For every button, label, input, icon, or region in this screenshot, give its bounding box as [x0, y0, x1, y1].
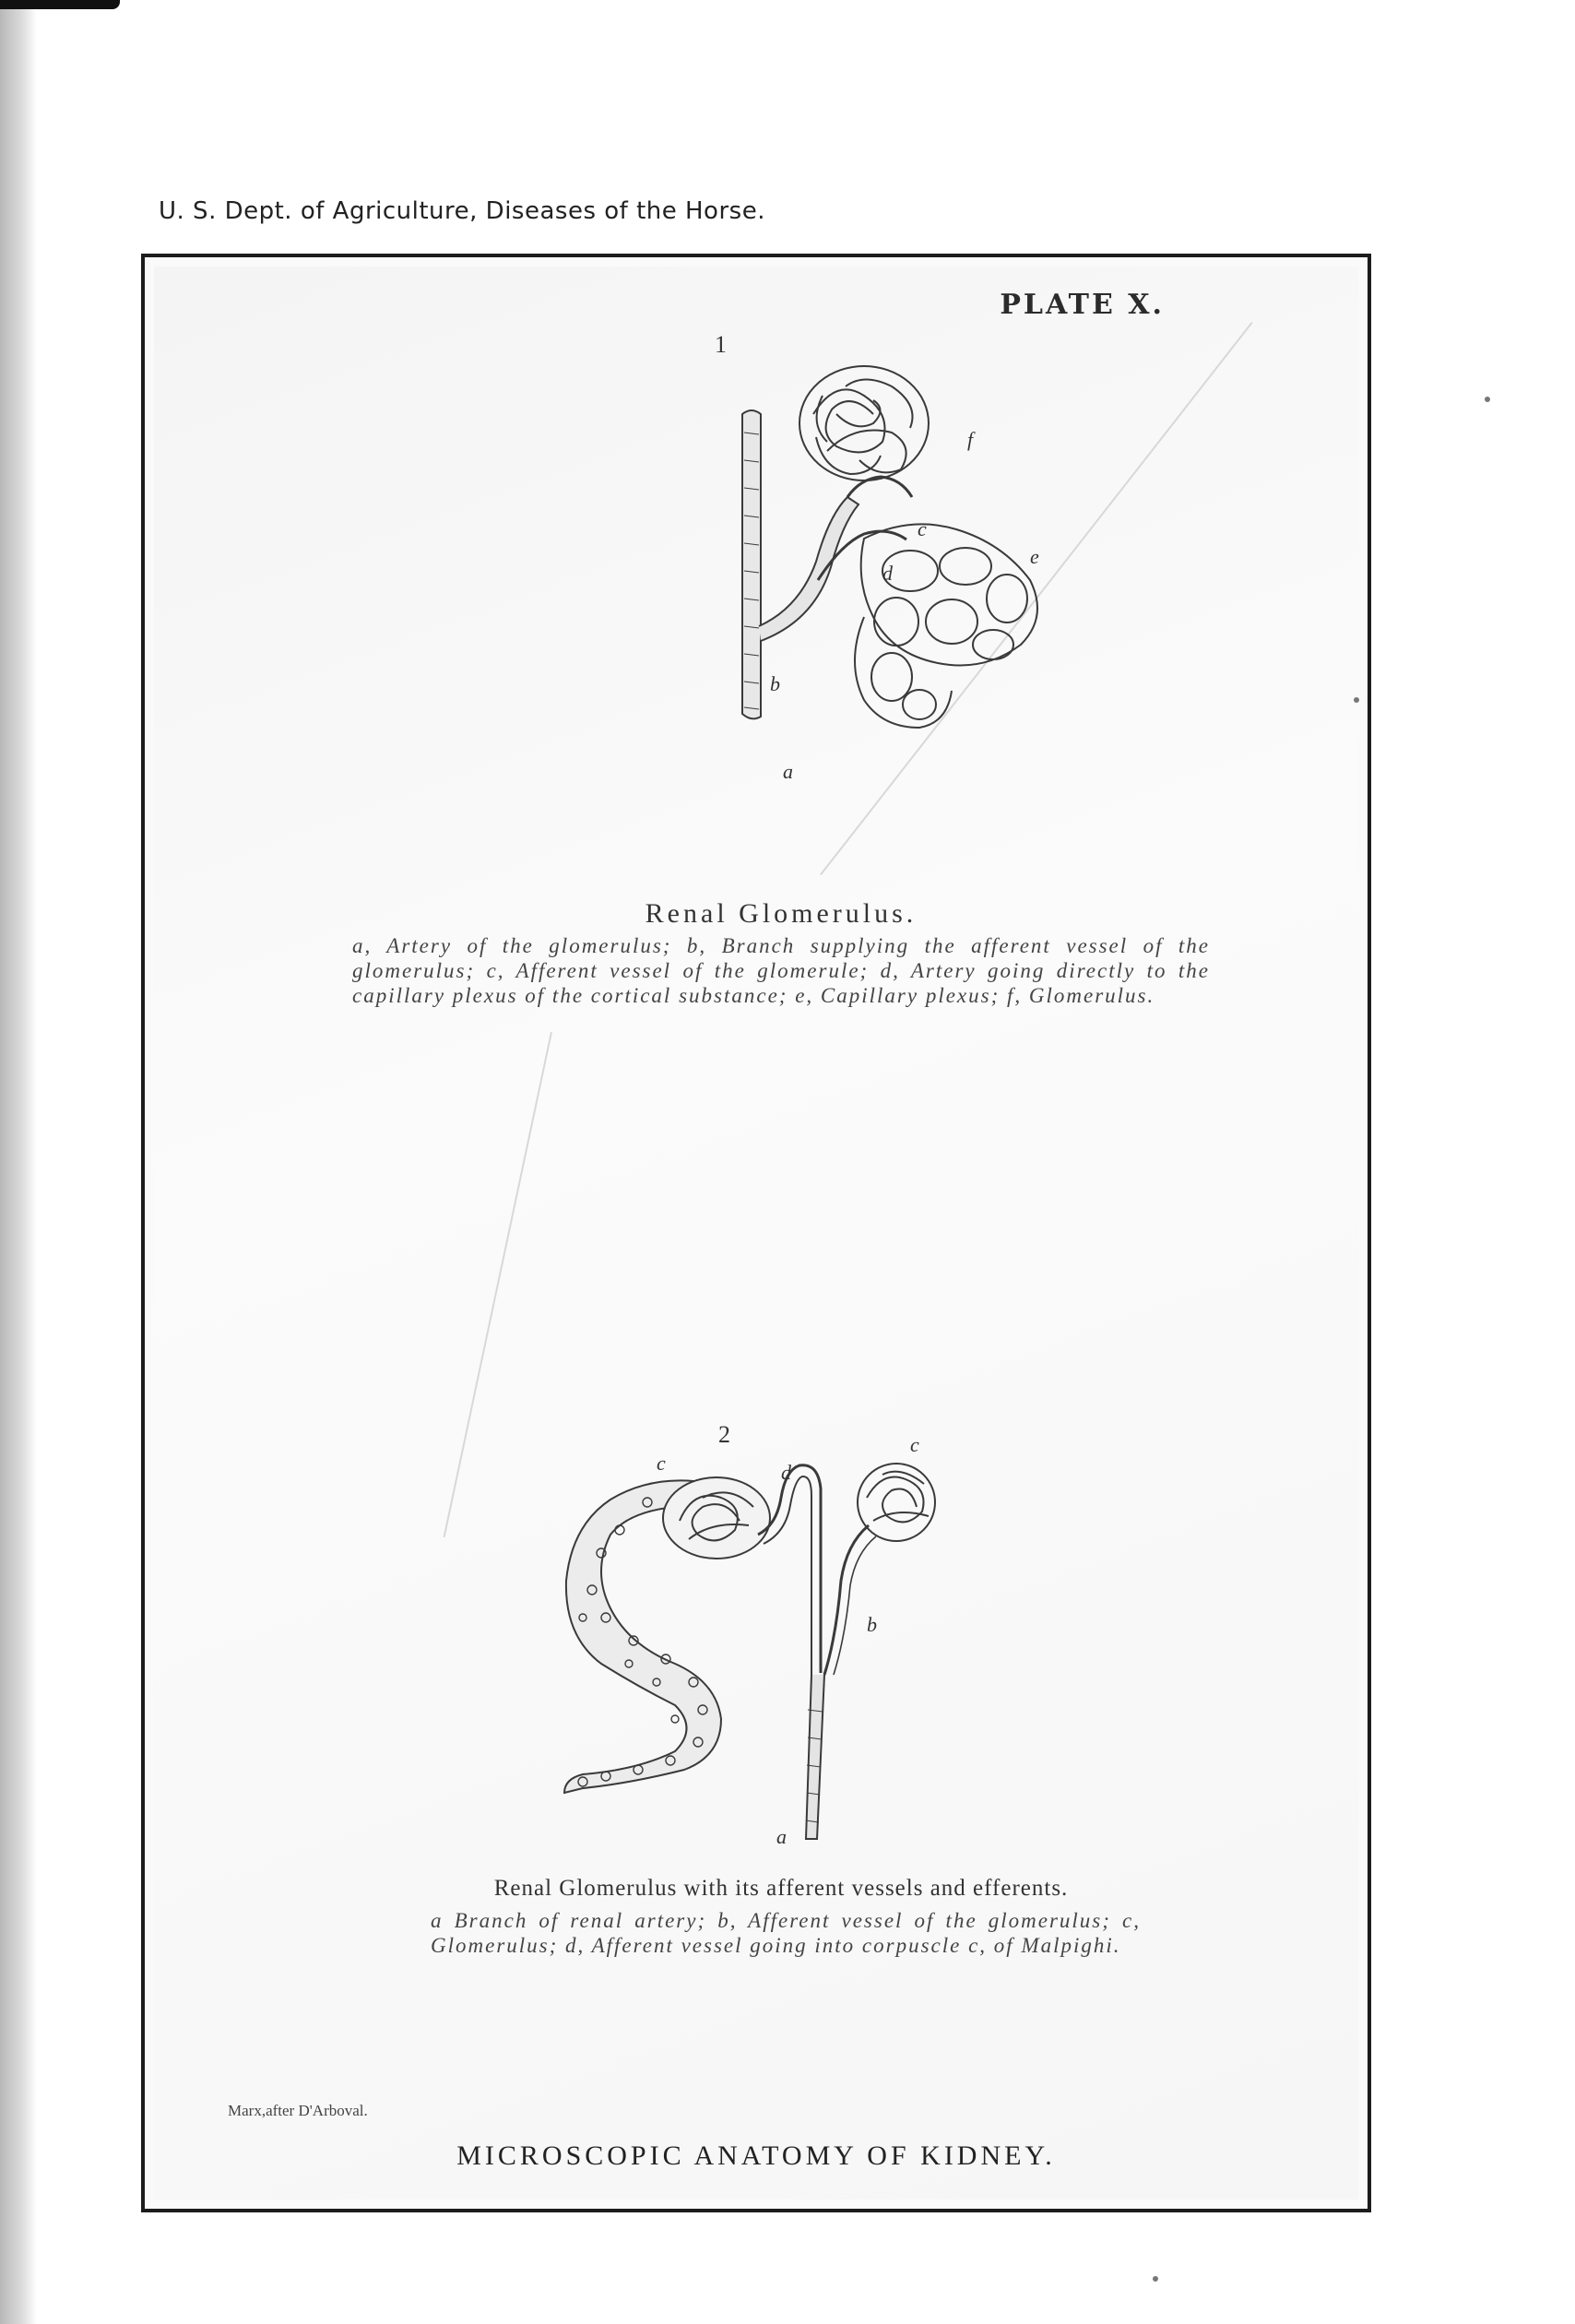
scan-corner [0, 0, 120, 9]
figure-2-label-c-left: c [657, 1452, 666, 1475]
figure-2-illustration [518, 1433, 1090, 1867]
figure-2-label-a: a [776, 1825, 787, 1848]
figure-2-label-c-right: c [910, 1433, 919, 1456]
figure-1-illustration [587, 359, 1104, 875]
figure-2-label-d: d [781, 1461, 791, 1484]
plate-inner [154, 267, 1358, 2200]
capillary-plexus-e [855, 524, 1037, 728]
corpuscle-c [663, 1477, 770, 1559]
plate-title: MICROSCOPIC ANATOMY OF KIDNEY. [456, 2140, 1056, 2171]
artery-a [742, 410, 761, 718]
figure-1-label-e: e [1030, 545, 1039, 568]
dust-speck [1485, 397, 1490, 402]
branch-b [759, 497, 859, 641]
figure-1-label-b: b [770, 672, 780, 695]
figure-2-title: Renal Glomerulus with its afferent vessels and efferents. [493, 1876, 1069, 1901]
figure-1-label-d: d [882, 562, 893, 585]
figure-1-number: 1 [715, 331, 727, 358]
binding-shadow [0, 0, 37, 2324]
figure-2-label-b: b [867, 1613, 877, 1636]
artery-a [806, 1675, 824, 1839]
figure-1-label-f: f [967, 428, 974, 451]
glomerulus-c [858, 1464, 935, 1541]
dust-speck [1354, 697, 1359, 703]
figure-1-caption: a, Artery of the glomerulus; b, Branch supplying the afferent vessel of the glomerulus; c, Afferent vessel of the glomerule; d, Artery going directly to the capillary plexus of the cortical substance; e, Capillary plexus; f, Glomerulus. [352, 934, 1210, 1007]
figure-1-label-a: a [783, 760, 793, 783]
figure-2-number: 2 [718, 1421, 730, 1448]
figure-2-caption: a Branch of renal artery; b, Afferent vessel of the glomerulus; c, Glomerulus; d, Afferent vessel going into corpuscle c, of Malpighi. [431, 1909, 1141, 1957]
glomerulus-f [799, 366, 929, 480]
figure-1-title: Renal Glomerulus. [645, 898, 918, 929]
running-head: U. S. Dept. of Agriculture, Diseases of the Horse. [159, 197, 765, 225]
plate-credit: Marx,after D'Arboval. [228, 2102, 368, 2119]
afferent-b [824, 1525, 869, 1675]
dust-speck [1153, 2276, 1158, 2282]
figure-1-label-c: c [918, 517, 927, 540]
plate-frame [141, 254, 1371, 2212]
plate-number: PLATE X. [1000, 289, 1165, 321]
